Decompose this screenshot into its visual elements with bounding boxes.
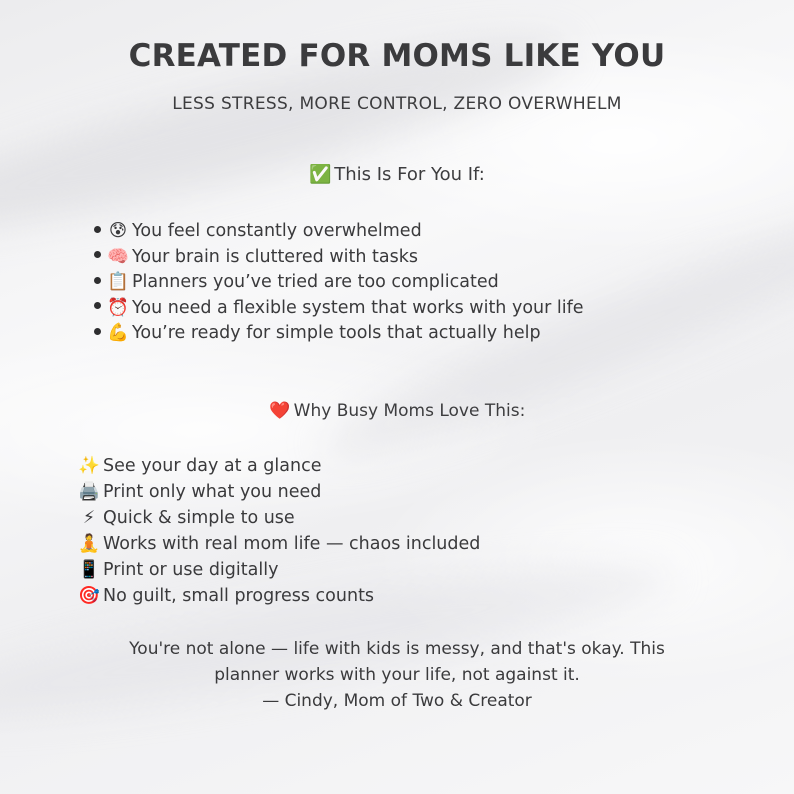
list-item-text: Planners you’ve tried are too complicated bbox=[132, 272, 499, 293]
quote-line: You're not alone — life with kids is messy, and that's okay. This bbox=[129, 639, 665, 659]
for-you-list bbox=[94, 219, 584, 347]
bullet-icon bbox=[94, 226, 101, 233]
bullet-icon bbox=[94, 302, 101, 309]
list-item-text: Print or use digitally bbox=[103, 559, 279, 580]
lightning-icon: ⚡ bbox=[82, 507, 96, 528]
bullet-icon bbox=[94, 251, 101, 258]
list-item bbox=[94, 296, 584, 322]
list-item-text: You need a flexible system that works with your life bbox=[132, 297, 584, 318]
list-item-text: Works with real mom life — chaos included bbox=[103, 533, 481, 554]
list-item bbox=[78, 558, 480, 584]
list-item bbox=[78, 480, 480, 506]
flexed-biceps-icon: 💪 bbox=[107, 323, 129, 344]
check-mark-icon: ✅ bbox=[309, 164, 332, 185]
list-item-text: You feel constantly overwhelmed bbox=[132, 221, 422, 241]
section-heading-text: Why Busy Moms Love This: bbox=[293, 401, 526, 421]
list-item-text: No guilt, small progress counts bbox=[103, 585, 375, 606]
section-heading-for-you bbox=[0, 164, 794, 185]
creator-quote bbox=[0, 636, 794, 714]
printer-icon: 🖨️ bbox=[78, 481, 100, 502]
quote-line: planner works with your life, not against it. bbox=[214, 665, 580, 685]
list-item bbox=[94, 321, 584, 347]
mobile-phone-icon: 📱 bbox=[78, 559, 100, 580]
list-item-text: Your brain is cluttered with tasks bbox=[132, 246, 418, 267]
section-heading-why-love bbox=[0, 401, 794, 421]
alarm-clock-icon: ⏰ bbox=[107, 297, 129, 318]
list-item bbox=[78, 506, 480, 532]
page-subtitle: LESS STRESS, MORE CONTROL, ZERO OVERWHELM bbox=[172, 94, 622, 114]
anxious-face-icon: 😰 bbox=[108, 221, 128, 241]
heart-icon: ❤️ bbox=[269, 401, 291, 421]
list-item bbox=[94, 219, 584, 245]
list-item bbox=[94, 270, 584, 296]
list-item-text: You’re ready for simple tools that actually help bbox=[132, 323, 541, 344]
page-title: CREATED FOR MOMS LIKE YOU bbox=[128, 38, 666, 74]
meditating-person-icon: 🧘 bbox=[78, 533, 100, 554]
bullet-icon bbox=[94, 328, 101, 335]
bullet-icon bbox=[94, 277, 101, 284]
list-item-text: Print only what you need bbox=[103, 481, 322, 502]
target-icon: 🎯 bbox=[78, 585, 100, 606]
list-item bbox=[78, 584, 480, 610]
list-item-text: Quick & simple to use bbox=[103, 507, 295, 528]
list-item bbox=[94, 245, 584, 271]
sparkles-icon: ✨ bbox=[78, 456, 100, 476]
list-item bbox=[78, 532, 480, 558]
clipboard-icon: 📋 bbox=[107, 272, 129, 293]
section-heading-text: This Is For You If: bbox=[334, 164, 485, 185]
brain-icon: 🧠 bbox=[107, 246, 129, 267]
why-love-list bbox=[78, 454, 480, 609]
list-item-text: See your day at a glance bbox=[103, 456, 322, 476]
quote-attribution: — Cindy, Mom of Two & Creator bbox=[262, 691, 532, 711]
list-item bbox=[78, 454, 480, 480]
